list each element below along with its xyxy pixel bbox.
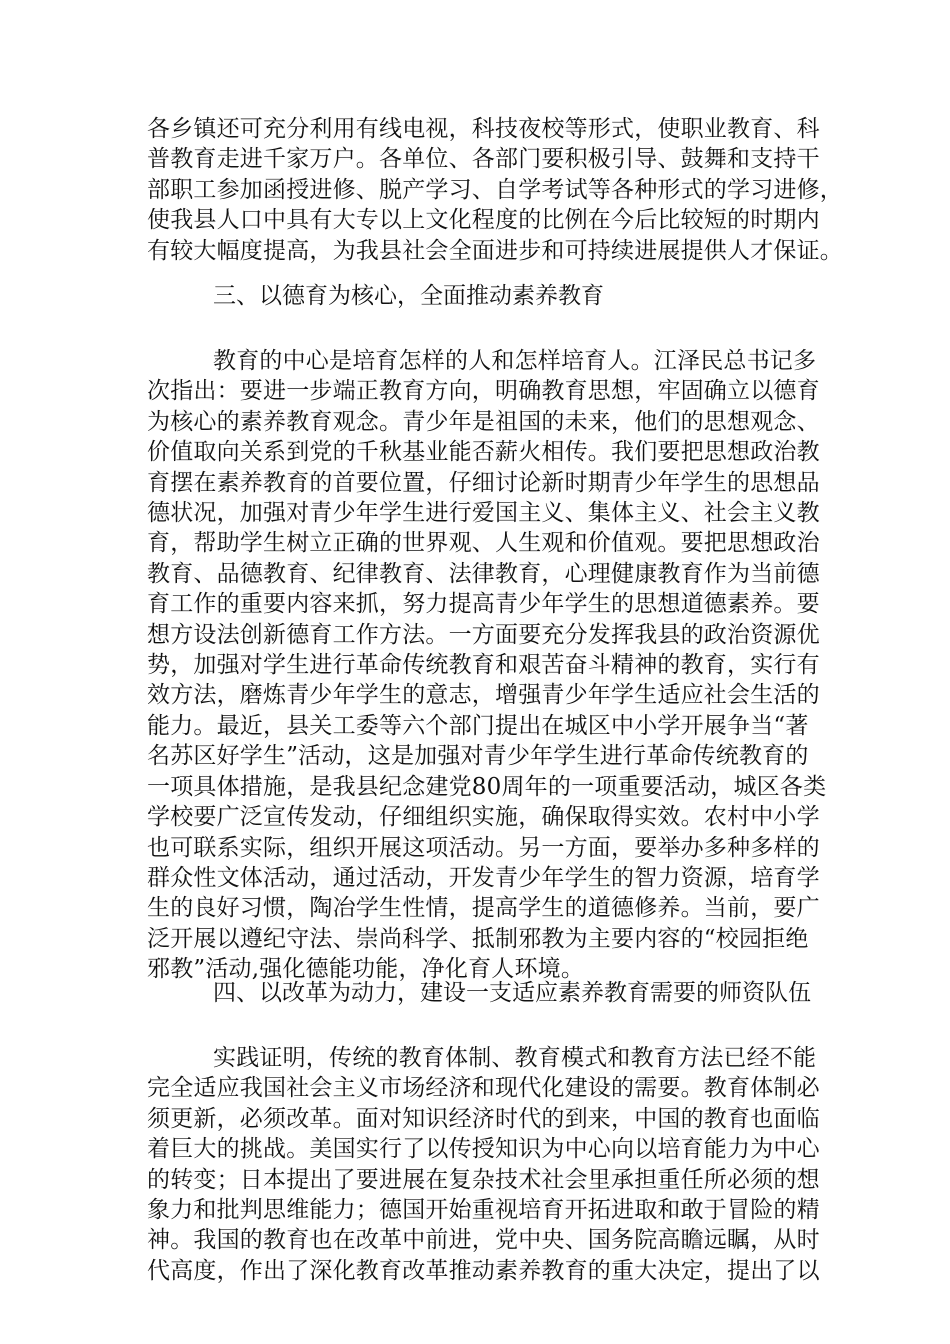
paragraph-line: 有较大幅度提高，为我县社会全面进步和可持续进展提供人才保证。 bbox=[147, 237, 843, 264]
paragraph-line: 各乡镇还可充分利用有线电视，科技夜校等形式，使职业教育、科 bbox=[147, 116, 820, 142]
paragraph-line: 着巨大的挑战。美国实行了以传授知识为中心向以培育能力为中心 bbox=[147, 1136, 820, 1163]
paragraph-line: 代高度，作出了深化教育改革推动素养教育的重大决定，提出了以 bbox=[147, 1257, 820, 1284]
paragraph-line: 想方设法创新德育工作方法。一方面要充分发挥我县的政治资源优 bbox=[147, 621, 820, 648]
paragraph-line: 象力和批判思维能力；德国开始重视培育开拓进取和敢于冒险的精 bbox=[147, 1197, 820, 1224]
paragraph-line: 德状况，加强对青少年学生进行爱国主义、集体主义、社会主义教 bbox=[147, 500, 820, 527]
paragraph-line: 使我县人口中具有大专以上文化程度的比例在今后比较短的时期内 bbox=[147, 207, 820, 234]
paragraph-line: 群众性文体活动，通过活动，开发青少年学生的智力资源，培育学 bbox=[147, 864, 820, 891]
paragraph-2 bbox=[147, 346, 827, 985]
paragraph-line: 效方法，磨炼青少年学生的意志，增强青少年学生适应社会生活的 bbox=[147, 682, 820, 709]
paragraph-line: 育工作的重要内容来抓，努力提高青少年学生的思想道德素养。要 bbox=[147, 591, 820, 618]
paragraph-line: 神。我国的教育也在改革中前进，党中央、国务院高瞻远瞩，从时 bbox=[147, 1227, 820, 1254]
paragraph-line: 教育的中心是培育怎样的人和怎样培育人。江泽民总书记多 bbox=[213, 348, 817, 374]
section-heading-3: 三、以德育为核心，全面推动素养教育 bbox=[213, 283, 604, 309]
paragraph-line: 为核心的素养教育观念。青少年是祖国的未来，他们的思想观念、 bbox=[147, 408, 820, 435]
paragraph-line: 的转变；日本提出了要进展在复杂技术社会里承担重任所必须的想 bbox=[147, 1166, 820, 1193]
paragraph-line: 普教育走进千家万户。各单位、各部门要积极引导、鼓舞和支持干 bbox=[147, 146, 820, 173]
paragraph-line: 泛开展以遵纪守法、崇尚科学、抵制邪教为主要内容的“校园拒绝 bbox=[147, 925, 809, 952]
paragraph-1 bbox=[147, 114, 843, 266]
section-heading-4: 四、以改革为动力，建设一支适应素养教育需要的师资队伍 bbox=[213, 980, 811, 1006]
paragraph-line: 势，加强对学生进行革命传统教育和艰苦奋斗精神的教育，实行有 bbox=[147, 652, 820, 679]
paragraph-line: 育，帮助学生树立正确的世界观、人生观和价值观。要把思想政治 bbox=[147, 530, 820, 557]
paragraph-3 bbox=[147, 1043, 820, 1286]
paragraph-line: 完全适应我国社会主义市场经济和现代化建设的需要。教育体制必 bbox=[147, 1075, 820, 1102]
paragraph-line: 一项具体措施，是我县纪念建党80周年的一项重要活动，城区各类 bbox=[147, 773, 827, 800]
paragraph-line: 价值取向关系到党的千秋基业能否薪火相传。我们要把思想政治教 bbox=[147, 439, 820, 466]
paragraph-line: 教育、品德教育、纪律教育、法律教育，心理健康教育作为当前德 bbox=[147, 560, 820, 587]
paragraph-line: 也可联系实际，组织开展这项活动。另一方面，要举办多种多样的 bbox=[147, 834, 820, 861]
paragraph-line: 生的良好习惯，陶冶学生性情，提高学生的道德修养。当前，要广 bbox=[147, 895, 820, 922]
paragraph-line: 次指出：要进一步端正教育方向，明确教育思想，牢固确立以德育 bbox=[147, 378, 820, 405]
paragraph-line: 名苏区好学生”活动，这是加强对青少年学生进行革命传统教育的 bbox=[147, 743, 809, 770]
paragraph-line: 须更新，必须改革。面对知识经济时代的到来，中国的教育也面临 bbox=[147, 1105, 820, 1132]
paragraph-line: 能力。最近，县关工委等六个部门提出在城区中小学开展争当“著 bbox=[147, 712, 809, 739]
paragraph-line: 实践证明，传统的教育体制、教育模式和教育方法已经不能 bbox=[213, 1045, 817, 1071]
paragraph-line: 育摆在素养教育的首要位置，仔细讨论新时期青少年学生的思想品 bbox=[147, 469, 820, 496]
paragraph-line: 部职工参加函授进修、脱产学习、自学考试等各种形式的学习进修， bbox=[147, 176, 843, 203]
paragraph-line: 学校要广泛宣传发动，仔细组织实施，确保取得实效。农村中小学 bbox=[147, 804, 820, 831]
paragraph-line: 邪教”活动,强化德能功能，净化育人环境。 bbox=[147, 956, 585, 983]
